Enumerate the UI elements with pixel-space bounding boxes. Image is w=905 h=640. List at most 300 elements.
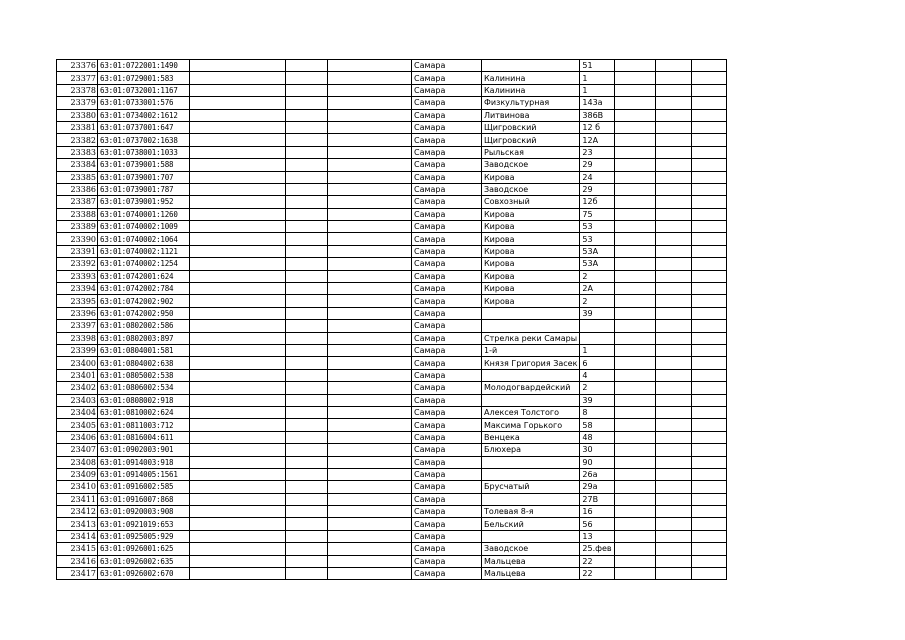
street-cell (482, 307, 580, 319)
table-row (57, 369, 727, 381)
house-number-cell: 1 (580, 344, 614, 356)
empty-cell (655, 258, 691, 270)
house-number-cell: 2 (580, 382, 614, 394)
city-cell: Самара (412, 332, 482, 344)
empty-cell (328, 270, 412, 282)
cadastral-number-cell: 63:01:0739001:787 (98, 183, 190, 195)
empty-cell (655, 183, 691, 195)
empty-cell (691, 109, 726, 121)
cadastral-number-cell: 63:01:0916002:585 (98, 481, 190, 493)
table-row (57, 555, 727, 567)
row-number-cell: 23387 (57, 196, 98, 208)
row-number-cell: 23415 (57, 543, 98, 555)
city-cell: Самара (412, 320, 482, 332)
empty-cell (190, 134, 286, 146)
empty-cell (286, 121, 328, 133)
empty-cell (691, 493, 726, 505)
empty-cell (190, 332, 286, 344)
empty-cell (614, 134, 655, 146)
empty-cell (328, 444, 412, 456)
empty-cell (691, 84, 726, 96)
empty-cell (691, 60, 726, 72)
row-number-cell: 23384 (57, 159, 98, 171)
empty-cell (691, 245, 726, 257)
empty-cell (190, 344, 286, 356)
empty-cell (614, 332, 655, 344)
empty-cell (614, 307, 655, 319)
empty-cell (614, 456, 655, 468)
house-number-cell: 4 (580, 369, 614, 381)
row-number-cell: 23399 (57, 344, 98, 356)
street-cell (482, 530, 580, 542)
row-number-cell: 23411 (57, 493, 98, 505)
empty-cell (328, 555, 412, 567)
empty-cell (286, 233, 328, 245)
empty-cell (328, 431, 412, 443)
table-row (57, 307, 727, 319)
cadastral-number-cell: 63:01:0742002:784 (98, 283, 190, 295)
empty-cell (691, 233, 726, 245)
table-row (57, 332, 727, 344)
empty-cell (614, 506, 655, 518)
empty-cell (614, 159, 655, 171)
empty-cell (286, 369, 328, 381)
cadastral-number-cell: 63:01:0804001:581 (98, 344, 190, 356)
cadastral-number-cell: 63:01:0742001:624 (98, 270, 190, 282)
cadastral-number-cell: 63:01:0737001:647 (98, 121, 190, 133)
city-cell: Самара (412, 159, 482, 171)
table-row (57, 493, 727, 505)
street-cell: Заводское (482, 159, 580, 171)
empty-cell (691, 555, 726, 567)
cadastral-number-cell: 63:01:0737002:1638 (98, 134, 190, 146)
empty-cell (691, 543, 726, 555)
city-cell: Самара (412, 506, 482, 518)
cadastral-number-cell: 63:01:0742002:950 (98, 307, 190, 319)
empty-cell (691, 468, 726, 480)
empty-cell (190, 357, 286, 369)
street-cell: Максима Горького (482, 419, 580, 431)
empty-cell (614, 431, 655, 443)
cadastral-number-cell: 63:01:0742002:902 (98, 295, 190, 307)
empty-cell (190, 543, 286, 555)
cadastral-number-cell: 63:01:0802003:897 (98, 332, 190, 344)
empty-cell (190, 456, 286, 468)
empty-cell (614, 320, 655, 332)
street-cell (482, 60, 580, 72)
house-number-cell: 29 (580, 183, 614, 195)
street-cell: Литвинова (482, 109, 580, 121)
empty-cell (190, 183, 286, 195)
table-row (57, 270, 727, 282)
table-row (57, 344, 727, 356)
row-number-cell: 23413 (57, 518, 98, 530)
cadastral-number-cell: 63:01:0740002:1254 (98, 258, 190, 270)
empty-cell (190, 493, 286, 505)
street-cell: Кирова (482, 208, 580, 220)
empty-cell (286, 221, 328, 233)
empty-cell (691, 568, 726, 580)
empty-cell (328, 518, 412, 530)
house-number-cell: 30 (580, 444, 614, 456)
house-number-cell: 1 (580, 72, 614, 84)
empty-cell (655, 444, 691, 456)
cadastral-number-cell: 63:01:0740001:1260 (98, 208, 190, 220)
row-number-cell: 23404 (57, 406, 98, 418)
empty-cell (190, 208, 286, 220)
cadastral-number-cell: 63:01:0810002:624 (98, 406, 190, 418)
empty-cell (328, 245, 412, 257)
table-row (57, 468, 727, 480)
empty-cell (614, 208, 655, 220)
house-number-cell: 23 (580, 146, 614, 158)
table-row (57, 283, 727, 295)
row-number-cell: 23385 (57, 171, 98, 183)
empty-cell (328, 233, 412, 245)
row-number-cell: 23388 (57, 208, 98, 220)
street-cell: Рыльская (482, 146, 580, 158)
empty-cell (691, 481, 726, 493)
empty-cell (286, 283, 328, 295)
table-row (57, 84, 727, 96)
house-number-cell: 26а (580, 468, 614, 480)
empty-cell (614, 295, 655, 307)
empty-cell (655, 419, 691, 431)
empty-cell (328, 406, 412, 418)
empty-cell (190, 171, 286, 183)
table-row (57, 146, 727, 158)
empty-cell (691, 332, 726, 344)
row-number-cell: 23389 (57, 221, 98, 233)
empty-cell (614, 493, 655, 505)
empty-cell (655, 344, 691, 356)
empty-cell (190, 555, 286, 567)
empty-cell (691, 97, 726, 109)
empty-cell (328, 97, 412, 109)
row-number-cell: 23390 (57, 233, 98, 245)
table-row (57, 221, 727, 233)
empty-cell (286, 134, 328, 146)
empty-cell (655, 518, 691, 530)
empty-cell (286, 506, 328, 518)
row-number-cell: 23383 (57, 146, 98, 158)
cadastral-number-cell: 63:01:0740002:1121 (98, 245, 190, 257)
empty-cell (190, 518, 286, 530)
table-row (57, 357, 727, 369)
city-cell: Самара (412, 431, 482, 443)
table-row (57, 134, 727, 146)
empty-cell (655, 109, 691, 121)
empty-cell (614, 97, 655, 109)
cadastral-number-cell: 63:01:0740002:1009 (98, 221, 190, 233)
empty-cell (614, 530, 655, 542)
empty-cell (655, 431, 691, 443)
city-cell: Самара (412, 456, 482, 468)
row-number-cell: 23407 (57, 444, 98, 456)
row-number-cell: 23377 (57, 72, 98, 84)
row-number-cell: 23417 (57, 568, 98, 580)
cadastral-number-cell: 63:01:0738001:1033 (98, 146, 190, 158)
house-number-cell: 2 (580, 270, 614, 282)
street-cell: Венцека (482, 431, 580, 443)
empty-cell (286, 171, 328, 183)
row-number-cell: 23414 (57, 530, 98, 542)
empty-cell (655, 468, 691, 480)
row-number-cell: 23393 (57, 270, 98, 282)
empty-cell (190, 295, 286, 307)
empty-cell (286, 406, 328, 418)
table-row (57, 208, 727, 220)
house-number-cell: 58 (580, 419, 614, 431)
empty-cell (614, 382, 655, 394)
empty-cell (691, 320, 726, 332)
empty-cell (286, 382, 328, 394)
empty-cell (614, 60, 655, 72)
empty-cell (328, 344, 412, 356)
row-number-cell: 23376 (57, 60, 98, 72)
cadastral-number-cell: 63:01:0925005:929 (98, 530, 190, 542)
empty-cell (286, 543, 328, 555)
city-cell: Самара (412, 121, 482, 133)
empty-cell (655, 60, 691, 72)
empty-cell (614, 369, 655, 381)
empty-cell (614, 568, 655, 580)
empty-cell (655, 97, 691, 109)
empty-cell (655, 332, 691, 344)
street-cell: Кирова (482, 270, 580, 282)
city-cell: Самара (412, 60, 482, 72)
table-row (57, 196, 727, 208)
empty-cell (655, 382, 691, 394)
table-row (57, 568, 727, 580)
empty-cell (655, 295, 691, 307)
empty-cell (328, 159, 412, 171)
table-row (57, 543, 727, 555)
empty-cell (691, 518, 726, 530)
empty-cell (655, 146, 691, 158)
empty-cell (614, 283, 655, 295)
house-number-cell: 8 (580, 406, 614, 418)
table-row (57, 530, 727, 542)
city-cell: Самара (412, 357, 482, 369)
street-cell: Брусчатый (482, 481, 580, 493)
house-number-cell: 25.фев (580, 543, 614, 555)
empty-cell (614, 221, 655, 233)
empty-cell (190, 72, 286, 84)
house-number-cell: 51 (580, 60, 614, 72)
cadastral-number-cell: 63:01:0732001:1167 (98, 84, 190, 96)
street-cell: Калинина (482, 84, 580, 96)
empty-cell (328, 543, 412, 555)
empty-cell (655, 208, 691, 220)
row-number-cell: 23381 (57, 121, 98, 133)
empty-cell (691, 295, 726, 307)
empty-cell (614, 444, 655, 456)
empty-cell (614, 518, 655, 530)
house-number-cell: 386В (580, 109, 614, 121)
empty-cell (614, 233, 655, 245)
cadastral-number-cell: 63:01:0921019:653 (98, 518, 190, 530)
empty-cell (190, 233, 286, 245)
row-number-cell: 23412 (57, 506, 98, 518)
house-number-cell: 2А (580, 283, 614, 295)
city-cell: Самара (412, 369, 482, 381)
empty-cell (190, 307, 286, 319)
city-cell: Самара (412, 518, 482, 530)
city-cell: Самара (412, 208, 482, 220)
empty-cell (655, 320, 691, 332)
empty-cell (614, 84, 655, 96)
empty-cell (286, 493, 328, 505)
empty-cell (614, 543, 655, 555)
street-cell: Калинина (482, 72, 580, 84)
city-cell: Самара (412, 97, 482, 109)
empty-cell (190, 530, 286, 542)
street-cell (482, 468, 580, 480)
table-row (57, 72, 727, 84)
empty-cell (286, 60, 328, 72)
empty-cell (691, 444, 726, 456)
empty-cell (286, 146, 328, 158)
street-cell: Кирова (482, 171, 580, 183)
empty-cell (190, 84, 286, 96)
empty-cell (328, 283, 412, 295)
cadastral-number-cell: 63:01:0804002:638 (98, 357, 190, 369)
empty-cell (614, 72, 655, 84)
empty-cell (286, 109, 328, 121)
empty-cell (655, 530, 691, 542)
empty-cell (328, 84, 412, 96)
empty-cell (286, 208, 328, 220)
table-row (57, 109, 727, 121)
empty-cell (190, 221, 286, 233)
empty-cell (614, 481, 655, 493)
city-cell: Самара (412, 233, 482, 245)
empty-cell (328, 394, 412, 406)
empty-cell (691, 134, 726, 146)
empty-cell (286, 245, 328, 257)
empty-cell (614, 121, 655, 133)
empty-cell (614, 258, 655, 270)
row-number-cell: 23380 (57, 109, 98, 121)
street-cell: Кирова (482, 258, 580, 270)
empty-cell (190, 468, 286, 480)
empty-cell (655, 134, 691, 146)
empty-cell (691, 171, 726, 183)
row-number-cell: 23400 (57, 357, 98, 369)
house-number-cell: 56 (580, 518, 614, 530)
row-number-cell: 23409 (57, 468, 98, 480)
street-cell (482, 394, 580, 406)
row-number-cell: 23416 (57, 555, 98, 567)
house-number-cell: 90 (580, 456, 614, 468)
city-cell: Самара (412, 258, 482, 270)
empty-cell (190, 320, 286, 332)
city-cell: Самара (412, 196, 482, 208)
row-number-cell: 23397 (57, 320, 98, 332)
table-row (57, 97, 727, 109)
street-cell: Кирова (482, 295, 580, 307)
cadastral-number-cell: 63:01:0734002:1612 (98, 109, 190, 121)
house-number-cell: 39 (580, 307, 614, 319)
city-cell: Самара (412, 394, 482, 406)
empty-cell (190, 283, 286, 295)
cadastral-number-cell: 63:01:0914003:918 (98, 456, 190, 468)
street-cell: Алексея Толстого (482, 406, 580, 418)
empty-cell (190, 60, 286, 72)
table-row (57, 481, 727, 493)
cadastral-number-cell: 63:01:0914005:1561 (98, 468, 190, 480)
empty-cell (286, 183, 328, 195)
city-cell: Самара (412, 568, 482, 580)
street-cell: 1-й (482, 344, 580, 356)
table-row (57, 233, 727, 245)
empty-cell (286, 518, 328, 530)
empty-cell (328, 146, 412, 158)
city-cell: Самара (412, 283, 482, 295)
empty-cell (328, 171, 412, 183)
empty-cell (691, 406, 726, 418)
data-table (56, 59, 727, 580)
empty-cell (190, 394, 286, 406)
row-number-cell: 23386 (57, 183, 98, 195)
house-number-cell: 48 (580, 431, 614, 443)
empty-cell (614, 419, 655, 431)
row-number-cell: 23379 (57, 97, 98, 109)
cadastral-number-cell: 63:01:0926001:625 (98, 543, 190, 555)
empty-cell (614, 146, 655, 158)
empty-cell (328, 481, 412, 493)
empty-cell (286, 270, 328, 282)
cadastral-number-cell: 63:01:0806002:534 (98, 382, 190, 394)
empty-cell (190, 245, 286, 257)
empty-cell (691, 382, 726, 394)
empty-cell (655, 270, 691, 282)
city-cell: Самара (412, 245, 482, 257)
empty-cell (655, 394, 691, 406)
empty-cell (286, 481, 328, 493)
cadastral-number-cell: 63:01:0926002:635 (98, 555, 190, 567)
row-number-cell: 23382 (57, 134, 98, 146)
empty-cell (328, 121, 412, 133)
empty-cell (655, 196, 691, 208)
empty-cell (655, 245, 691, 257)
city-cell: Самара (412, 493, 482, 505)
street-cell: Заводское (482, 183, 580, 195)
street-cell: Физкультурная (482, 97, 580, 109)
empty-cell (328, 468, 412, 480)
empty-cell (286, 568, 328, 580)
row-number-cell: 23402 (57, 382, 98, 394)
cadastral-number-cell: 63:01:0729001:583 (98, 72, 190, 84)
empty-cell (328, 382, 412, 394)
empty-cell (286, 72, 328, 84)
empty-cell (691, 344, 726, 356)
empty-cell (328, 369, 412, 381)
street-cell: Щигровский (482, 134, 580, 146)
table-row (57, 444, 727, 456)
table-row (57, 406, 727, 418)
empty-cell (190, 196, 286, 208)
street-cell: Стрелка реки Самары (482, 332, 580, 344)
street-cell: Щигровский (482, 121, 580, 133)
house-number-cell: 53А (580, 245, 614, 257)
table-row (57, 456, 727, 468)
empty-cell (190, 506, 286, 518)
empty-cell (286, 555, 328, 567)
cadastral-number-cell: 63:01:0808002:918 (98, 394, 190, 406)
empty-cell (328, 208, 412, 220)
